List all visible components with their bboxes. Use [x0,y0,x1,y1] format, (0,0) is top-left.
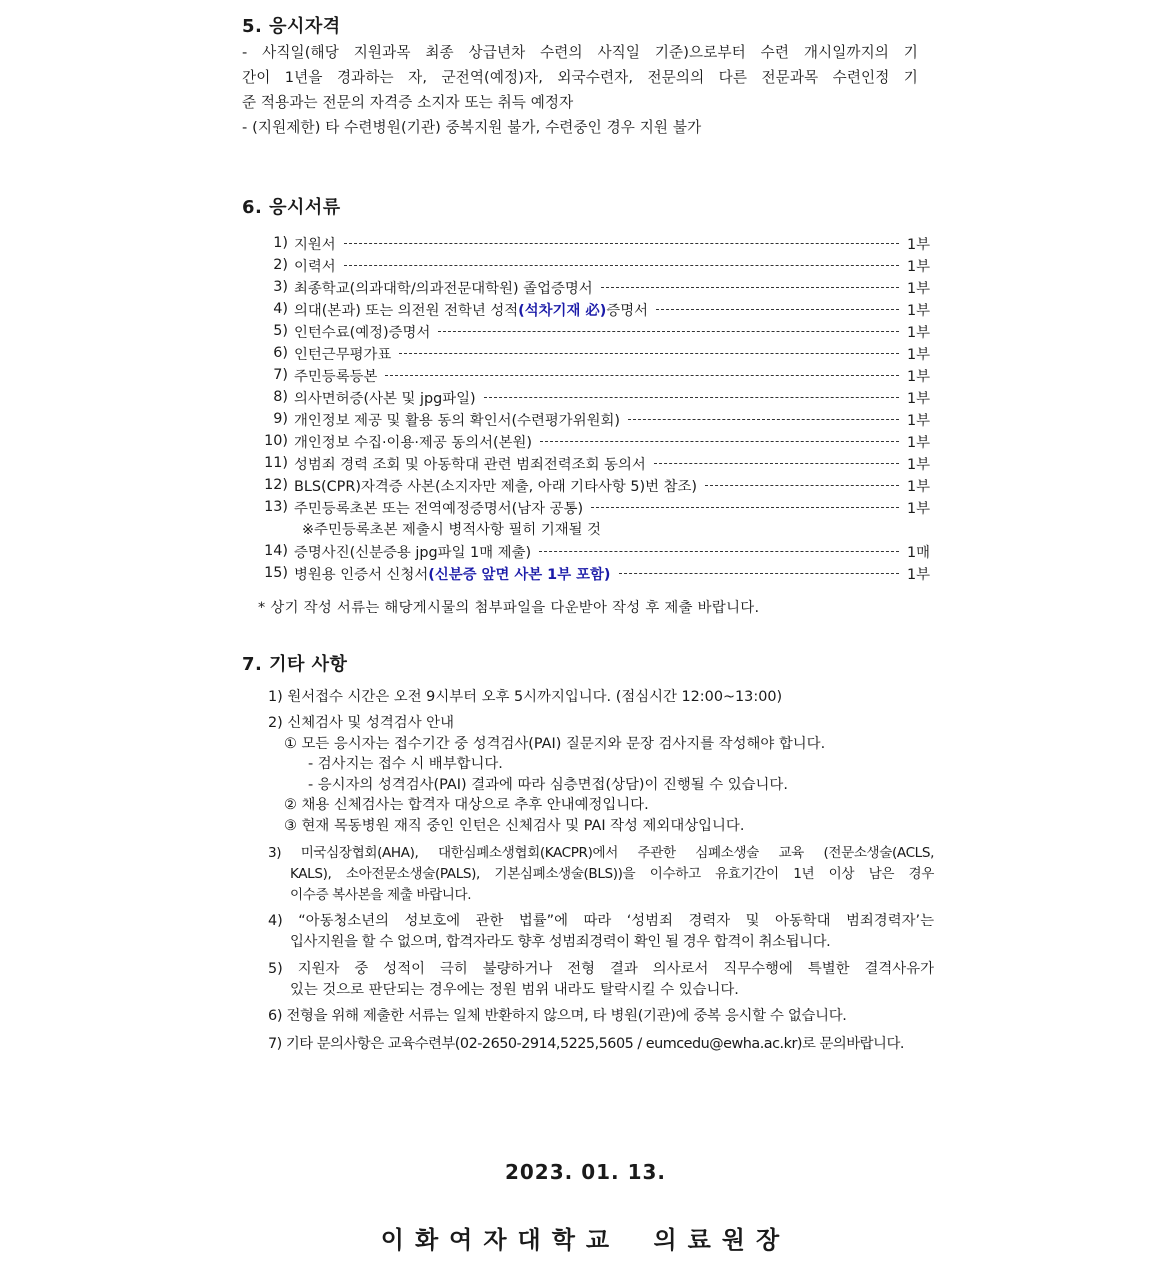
doc-item [258,496,930,518]
doc-qty: 1부 [906,368,930,385]
doc-item [258,342,930,364]
doc-item [258,320,930,342]
etc-item-3-line-1: 3) 미국심장협회(AHA), 대한심폐소생협회(KACPR)에서 주관한 심폐소생술 교육 (전문소생술(ACLS, [268,845,934,861]
doc-qty: 1부 [906,390,930,407]
doc-num: 8) [273,389,288,405]
doc-name-pre: 병원용 인증서 신청서 [294,566,429,583]
leader-line [539,551,899,553]
doc-item [258,232,930,254]
doc-13-note: ※주민등록초본 제출시 병적사항 필히 기재될 것 [302,522,602,538]
doc-qty: 1부 [906,302,930,319]
issuer-name: 이화여자대학교 의료원장 [380,1226,791,1254]
etc-item-6: 6) 전형을 위해 제출한 서류는 일체 반환하지 않으며, 타 병원(기관)에 중복 응시할 수 없습니다. [268,1008,847,1024]
etc-item-5-line-2: 있는 것으로 판단되는 경우에는 정원 범위 내라도 탈락시킬 수 있습니다. [290,982,739,998]
etc-item-2-a-2: - 응시자의 성격검사(PAI) 결과에 따라 심층면접(상담)이 진행될 수 있습니다. [308,777,788,793]
doc-name-post: 증명서 [606,302,649,319]
doc-qty: 1부 [906,566,930,583]
doc-qty: 1부 [906,500,930,517]
doc-name: 이력서 [294,258,336,275]
doc-qty: 1부 [906,412,930,429]
doc-num: 6) [273,345,288,361]
leader-line [656,309,899,311]
section-5-line-2: 간이 1년을 경과하는 자, 군전역(예정)자, 외국수련자, 전문의의 다른 전문과목 수련인정 기 [242,69,918,86]
leader-line [601,287,899,289]
etc-item-2-a: ① 모든 응시자는 접수기간 중 성격검사(PAI) 질문지와 문장 검사지를 작성해야 합니다. [284,736,826,752]
doc-name: 성범죄 경력 조회 및 아동학대 관련 범죄전력조회 동의서 [294,456,646,473]
doc-name: 인턴수료(예정)증명서 [294,324,431,341]
doc-name-pre: 의대(본과) 또는 의전원 전학년 성적 [294,302,519,319]
doc-num: 5) [273,323,288,339]
section-5-line-4: - (지원제한) 타 수련병원(기관) 중복지원 불가, 수련중인 경우 지원 불가 [242,119,702,136]
section-5-line-3: 준 적용과는 전문의 자격증 소지자 또는 취득 예정자 [242,94,574,111]
doc-num: 2) [273,257,288,273]
etc-item-4-line-1: 4) “아동청소년의 성보호에 관한 법률”에 따라 ‘성범죄 경력자 및 아동학대 범죄경력자’는 [268,913,934,929]
doc-item [258,540,930,562]
doc-item [258,430,930,452]
leader-line [385,375,899,377]
leader-line [344,243,899,245]
doc-item [258,364,930,386]
doc-name: BLS(CPR)자격증 사본(소지자만 제출, 아래 기타사항 5)번 참조) [294,478,698,495]
leader-line [654,463,899,465]
doc-name: 의사면허증(사본 및 jpg파일) [294,390,476,407]
etc-item-1: 1) 원서접수 시간은 오전 9시부터 오후 5시까지입니다. (점심시간 12:00~13:00) [268,689,783,705]
doc-name [294,299,648,320]
section-5-line-1: - 사직일(해당 지원과목 최종 상급년차 수련의 사직일 기준)으로부터 수련 개시일까지의 기 [242,44,918,61]
doc-num: 14) [264,543,288,559]
doc-name: 지원서 [294,236,336,253]
doc-name [294,563,611,584]
doc-name: 개인정보 제공 및 활용 동의 확인서(수련평가위원회) [294,412,621,429]
leader-line [484,397,899,399]
doc-num: 12) [264,477,288,493]
doc-name: 인턴근무평가표 [294,346,392,363]
doc-num: 4) [273,301,288,317]
doc-item [258,452,930,474]
doc-item [258,474,930,496]
etc-item-2-c: ③ 현재 목동병원 재직 중인 인턴은 신체검사 및 PAI 작성 제외대상입니다. [284,818,745,834]
doc-item [258,254,930,276]
doc-num: 1) [273,235,288,251]
doc-qty: 1부 [906,280,930,297]
etc-item-2-a-1: - 검사지는 접수 시 배부합니다. [308,756,503,772]
doc-qty: 1부 [906,346,930,363]
section-6-title: 6. 응시서류 [242,197,341,218]
doc-qty: 1부 [906,478,930,495]
etc-item-2: 2) 신체검사 및 성격검사 안내 [268,715,454,731]
section-7-title: 7. 기타 사항 [242,654,348,675]
doc-item [258,562,930,584]
doc-num: 7) [273,367,288,383]
etc-item-2-b: ② 채용 신체검사는 합격자 대상으로 추후 안내예정입니다. [284,797,649,813]
leader-line [628,419,899,421]
doc-num: 3) [273,279,288,295]
leader-line [591,507,899,509]
etc-item-3-line-2: KALS), 소아전문소생술(PALS), 기본심폐소생술(BLS))을 이수하고 유효기간이 1년 이상 남은 경우 [290,866,934,882]
section-5-title: 5. 응시자격 [242,16,341,37]
doc-name: 증명사진(신분증용 jpg파일 1매 제출) [294,544,532,561]
doc-qty: 1매 [906,544,930,561]
doc-name: 주민등록등본 [294,368,378,385]
doc-item [258,276,930,298]
doc-num: 9) [273,411,288,427]
etc-item-3-line-3: 이수증 복사본을 제출 바랍니다. [290,887,472,903]
leader-line [540,441,899,443]
doc-qty: 1부 [906,236,930,253]
doc-num: 10) [264,433,288,449]
doc-name: 개인정보 수집·이용·제공 동의서(본원) [294,434,533,451]
issue-date: 2023. 01. 13. [504,1160,667,1184]
doc-item [258,298,930,320]
leader-line [438,331,899,333]
etc-item-7: 7) 기타 문의사항은 교육수련부(02-2650-2914,5225,5605 / eumcedu@ewha.ac.kr)로 문의바랍니다. [268,1036,904,1052]
doc-item [258,386,930,408]
doc-item [258,408,930,430]
leader-line [399,353,899,355]
leader-line [619,573,899,575]
doc-qty: 1부 [906,456,930,473]
doc-num: 11) [264,455,288,471]
doc-name: 최종학교(의과대학/의과전문대학원) 졸업증명서 [294,280,593,297]
etc-item-5-line-1: 5) 지원자 중 성적이 극히 불량하거나 전형 결과 의사로서 직무수행에 특별한 결격사유가 [268,961,934,977]
doc-name: 주민등록초본 또는 전역예정증명서(남자 공통) [294,500,584,517]
doc-name-highlight: (석차기재 必) [518,302,607,319]
etc-item-4-line-2: 입사지원을 할 수 없으며, 합격자라도 향후 성범죄경력이 확인 될 경우 합격이 취소됩니다. [290,934,831,950]
doc-name-highlight: (신분증 앞면 사본 1부 포함) [428,566,611,583]
doc-num: 13) [264,499,288,515]
leader-line [344,265,899,267]
doc-qty: 1부 [906,258,930,275]
doc-qty: 1부 [906,324,930,341]
doc-qty: 1부 [906,434,930,451]
leader-line [705,485,899,487]
section-6-footnote: * 상기 작성 서류는 해당게시물의 첨부파일을 다운받아 작성 후 제출 바랍니다. [258,600,760,616]
doc-num: 15) [264,565,288,581]
